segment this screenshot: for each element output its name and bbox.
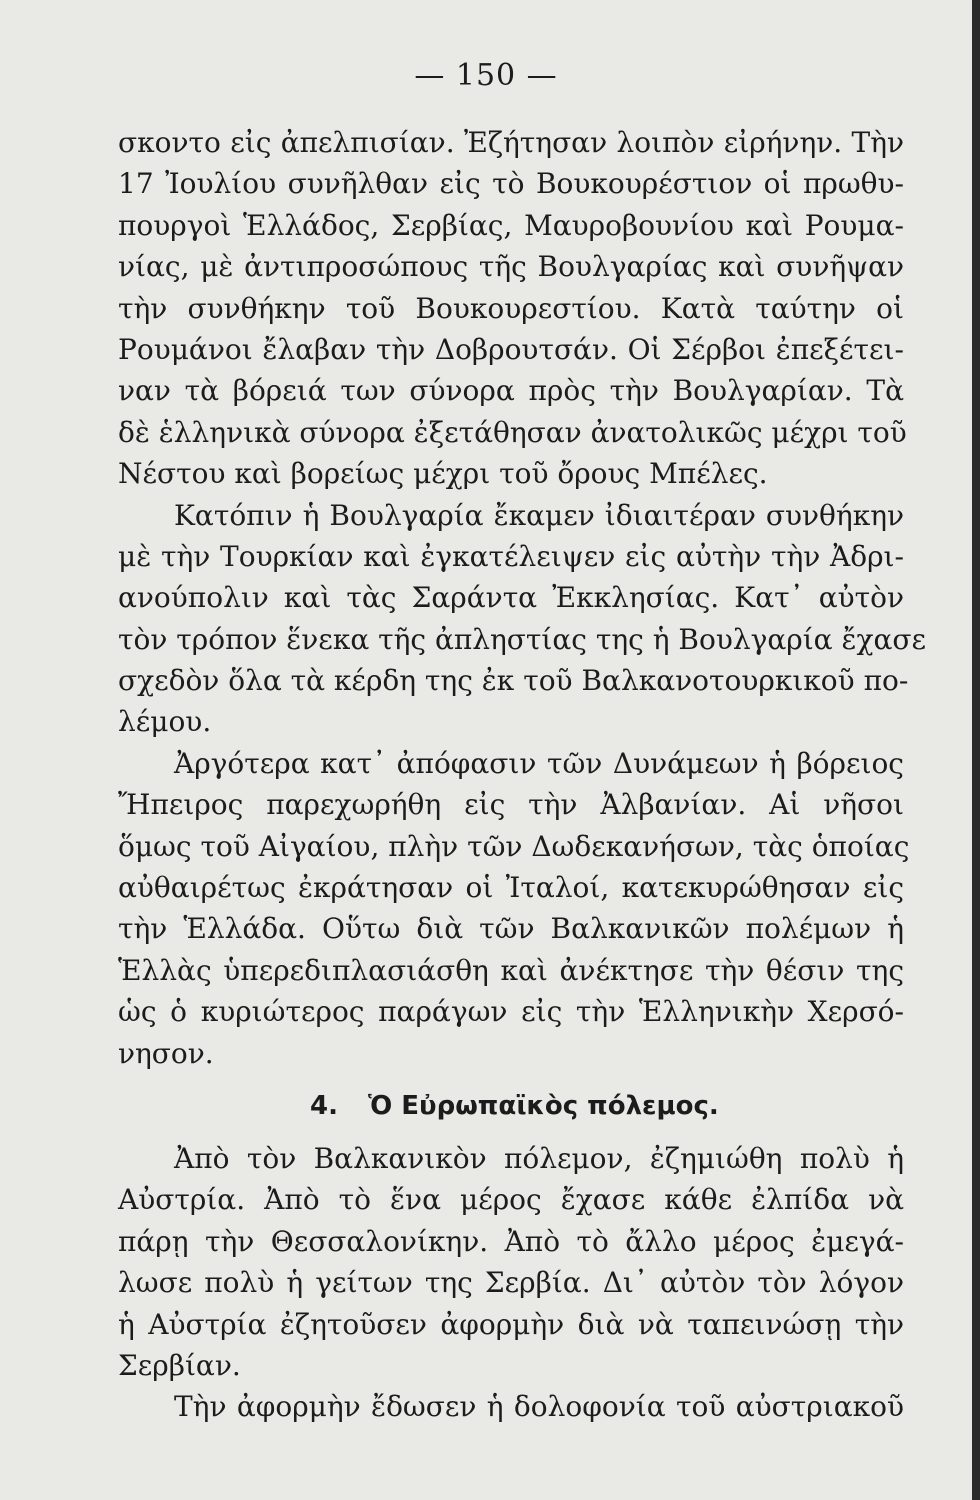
text-line: λέμου. <box>118 705 212 739</box>
paragraph-2 <box>118 495 927 743</box>
text-line: πάρῃ τὴν Θεσσαλονίκην. Ἀπὸ τὸ ἄλλο μέρος ἐμεγά- <box>118 1224 904 1258</box>
text-line: Τὴν ἀφορμὴν ἔδωσεν ἡ δολοφονία τοῦ αὐστριακοῦ <box>174 1390 904 1424</box>
text-line: τὸν τρόπον ἕνεκα τῆς ἀπληστίας της ἡ Βουλγαρία ἔχασε <box>118 622 927 656</box>
body-text <box>118 122 927 1428</box>
text-line: Ἀργότερα κατ᾽ ἀπόφασιν τῶν Δυνάμεων ἡ βόρειος <box>174 746 904 780</box>
text-line: 17 Ἰουλίου συνῆλθαν εἰς τὸ Βουκουρέστιον οἱ πρωθυ- <box>118 167 904 201</box>
text-line: σκοντο εἰς ἀπελπισίαν. Ἐζήτησαν λοιπὸν εἰρήνην. Τὴν <box>118 126 904 159</box>
text-line: νίας, μὲ ἀντιπροσώπους τῆς Βουλγαρίας καὶ συνῆψαν <box>118 250 904 284</box>
text-line: Κατόπιν ἡ Βουλγαρία ἔκαμεν ἰδιαιτέραν συνθήκην <box>174 498 904 532</box>
paragraph-1 <box>118 122 907 495</box>
text-line: Σερβίαν. <box>118 1348 241 1382</box>
text-line: ἡ Αὐστρία ἐζητοῦσεν ἀφορμὴν διὰ νὰ ταπεινώσῃ τὴν <box>118 1307 904 1341</box>
paragraph-4 <box>118 1138 904 1386</box>
text-line: Ἀπὸ τὸν Βαλκανικὸν πόλεμον, ἐζημιώθη πολὺ ἡ <box>174 1141 904 1175</box>
paragraph-3 <box>118 743 910 1074</box>
text-line: ανούπολιν καὶ τὰς Σαράντα Ἐκκλησίας. Κατ᾽ αὐτὸν <box>118 581 904 615</box>
text-line: Ἑλλὰς ὑπερεδιπλασιάσθη καὶ ἀνέκτησε τὴν θέσιν της <box>118 953 904 987</box>
text-line: μὲ τὴν Τουρκίαν καὶ ἐγκατέλειψεν εἰς αὐτὴν τὴν Ἀδρι- <box>118 539 904 573</box>
text-line: τὴν συνθήκην τοῦ Βουκουρεστίου. Κατὰ ταύτην οἱ <box>118 291 904 325</box>
section-heading <box>118 1074 904 1138</box>
text-line: Νέστου καὶ βορείως μέχρι τοῦ ὄρους Μπέλες. <box>118 457 768 491</box>
text-line: δὲ ἑλληνικὰ σύνορα ἐξετάθησαν ἀνατολικῶς μέχρι τοῦ <box>118 415 907 449</box>
text-line: πουργοὶ Ἑλλάδος, Σερβίας, Μαυροβουνίου καὶ Ρουμα- <box>118 208 904 242</box>
text-line: αὐθαιρέτως ἐκράτησαν οἱ Ἰταλοί, κατεκυρώθησαν εἰς <box>118 871 904 905</box>
page-edge-shadow <box>972 0 980 1500</box>
text-line: τὴν Ἑλλάδα. Οὕτω διὰ τῶν Βαλκανικῶν πολέμων ἡ <box>118 912 904 946</box>
text-line: Ἤπειρος παρεχωρήθη εἰς τὴν Ἀλβανίαν. Αἱ νῆσοι <box>118 788 904 822</box>
text-line: νησον. <box>118 1036 214 1070</box>
section-title: Ὁ Εὐρωπαϊκὸς πόλεμος. <box>367 1090 719 1121</box>
text-line: Αὐστρία. Ἀπὸ τὸ ἕνα μέρος ἔχασε κάθε ἐλπίδα νὰ <box>118 1183 904 1217</box>
text-line: ὅμως τοῦ Αἰγαίου, πλὴν τῶν Δωδεκανήσων, τὰς ὁποίας <box>118 829 910 863</box>
text-line: ὡς ὁ κυριώτερος παράγων εἰς τὴν Ἑλληνικὴν Χερσό- <box>118 995 904 1029</box>
page-number: — 150 — <box>414 58 558 93</box>
section-number: 4. <box>310 1090 338 1121</box>
text-line: ναν τὰ βόρειά των σύνορα πρὸς τὴν Βουλγαρίαν. Τὰ <box>118 374 904 408</box>
text-line: λωσε πολὺ ἡ γείτων της Σερβία. Δι᾽ αὐτὸν τὸν λόγον <box>118 1266 904 1300</box>
text-line: σχεδὸν ὅλα τὰ κέρδη της ἐκ τοῦ Βαλκανοτουρκικοῦ πο- <box>118 664 909 698</box>
paragraph-5 <box>118 1386 904 1427</box>
text-line: Ρουμάνοι ἔλαβαν τὴν Δοβρουτσάν. Οἱ Σέρβοι ἐπεξέτει- <box>118 332 904 366</box>
